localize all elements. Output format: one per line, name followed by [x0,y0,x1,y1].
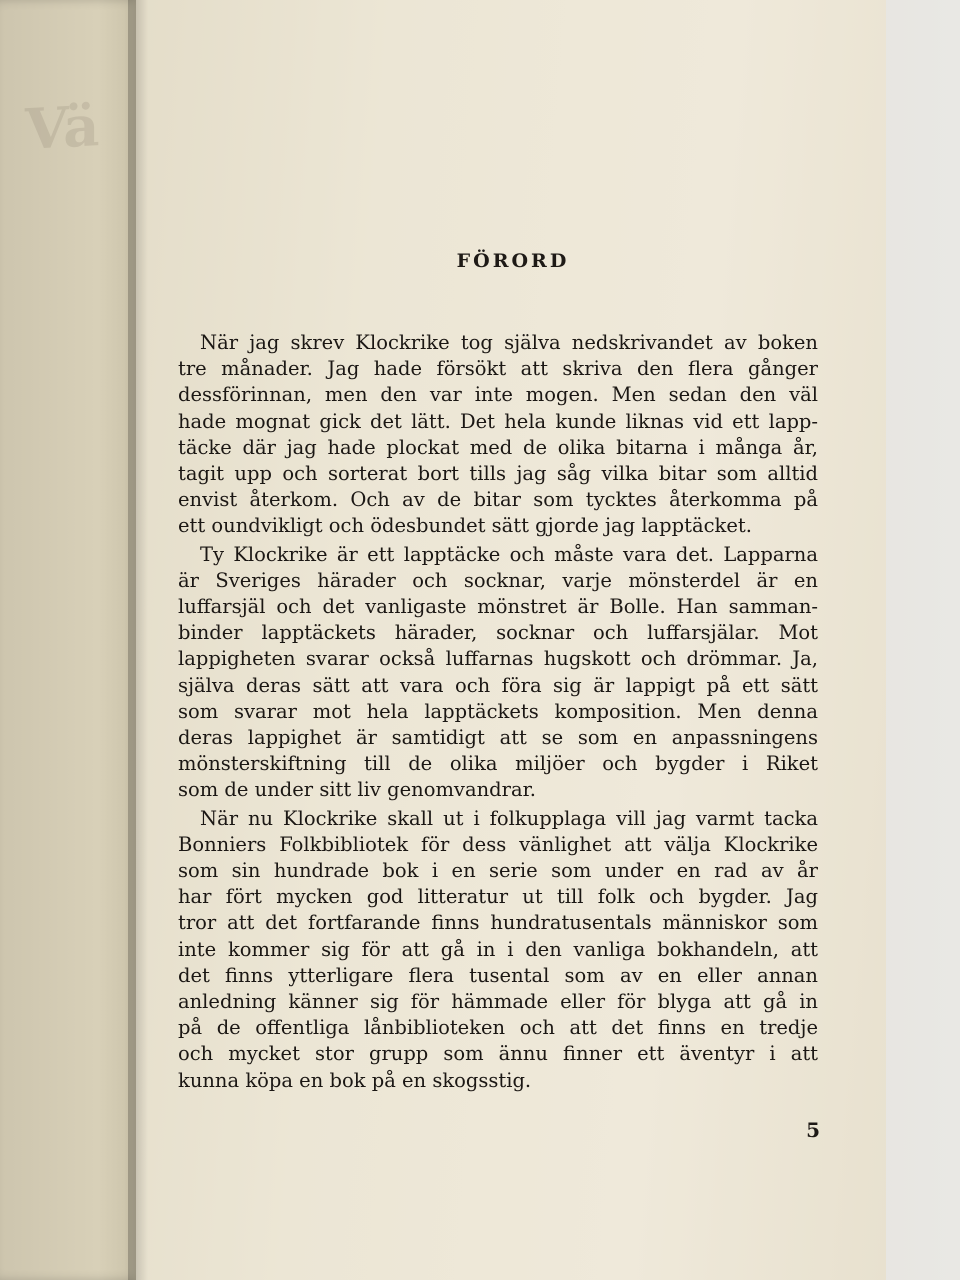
text-line: Bonniers Folkbibliotek för dess vänlighet att välja Klockrike [178,832,818,856]
text-line: kunna köpa en bok på en skogsstig. [178,1068,532,1092]
page-number: 5 [806,1118,820,1142]
text-line: envist återkom. Och av de bitar som tycktes återkomma på [178,488,818,512]
paragraph-2 [178,542,818,804]
text-line: på de offentliga lånbiblioteken och att det finns en tredje [178,1016,818,1040]
paragraph-1 [178,330,818,540]
text-line: tre månader. Jag hade försökt att skriva den flera gånger [178,357,818,381]
page-title: FÖRORD [456,250,570,272]
text-line: luffarsjäl och det vanligaste mönstret är Bolle. Han samman- [178,595,818,619]
text-line: ett oundvikligt och ödesbundet sätt gjorde jag lapptäcket. [178,514,752,538]
text-line: har fört mycken god litteratur ut till folk och bygder. Jag [178,885,818,909]
text-line: det finns ytterligare flera tusental som av en eller annan [178,963,818,987]
text-line: som de under sitt liv genomvandrar. [178,778,536,802]
paragraph-3 [178,806,818,1094]
text-line: mönsterskiftning till de olika miljöer och bygder i Riket [178,752,818,776]
text-line: dessförinnan, men den var inte mogen. Men sedan den väl [178,383,818,407]
text-line: som svarar mot hela lapptäckets komposition. Men denna [178,699,818,723]
text-line: som sin hundrade bok i en serie som under en rad av år [178,859,818,883]
text-line: Ty Klockrike är ett lapptäcke och måste vara det. Lapparna [200,542,818,566]
page-content [178,250,818,1094]
text-line: täcke där jag hade plockat med de olika bitarna i många år, [178,435,818,459]
left-page [0,0,140,1280]
text-line: själva deras sätt att vara och föra sig är lappigt på ett sätt [178,673,818,697]
text-line: När nu Klockrike skall ut i folkupplaga vill jag varmt tacka [200,806,818,830]
text-line: deras lappighet är samtidigt att se som en anpassningens [178,726,818,750]
text-line: När jag skrev Klockrike tog själva nedskrivandet av boken [200,331,818,354]
text-line: inte kommer sig för att gå in i den vanliga bokhandeln, att [178,937,818,961]
left-page-edge-text: Vä [25,93,100,163]
text-line: är Sveriges härader och socknar, varje mönsterdel är en [178,568,818,592]
text-line: och mycket stor grupp som ännu finner ett äventyr i att [178,1042,818,1066]
text-line: lappigheten svarar också luffarnas hugskott och drömmar. Ja, [178,647,818,671]
text-line: hade mognat gick det lätt. Det hela kunde liknas vid ett lapp- [178,409,818,433]
gutter-shadow [128,0,148,1280]
text-line: tror att det fortfarande finns hundratusentals människor som [178,911,818,935]
text-line: anledning känner sig för hämmade eller för blyga att gå in [178,990,818,1014]
text-line: binder lapptäckets härader, socknar och luffarsjälar. Mot [178,621,818,645]
text-line: tagit upp och sorterat bort tills jag såg vilka bitar som alltid [178,462,818,486]
